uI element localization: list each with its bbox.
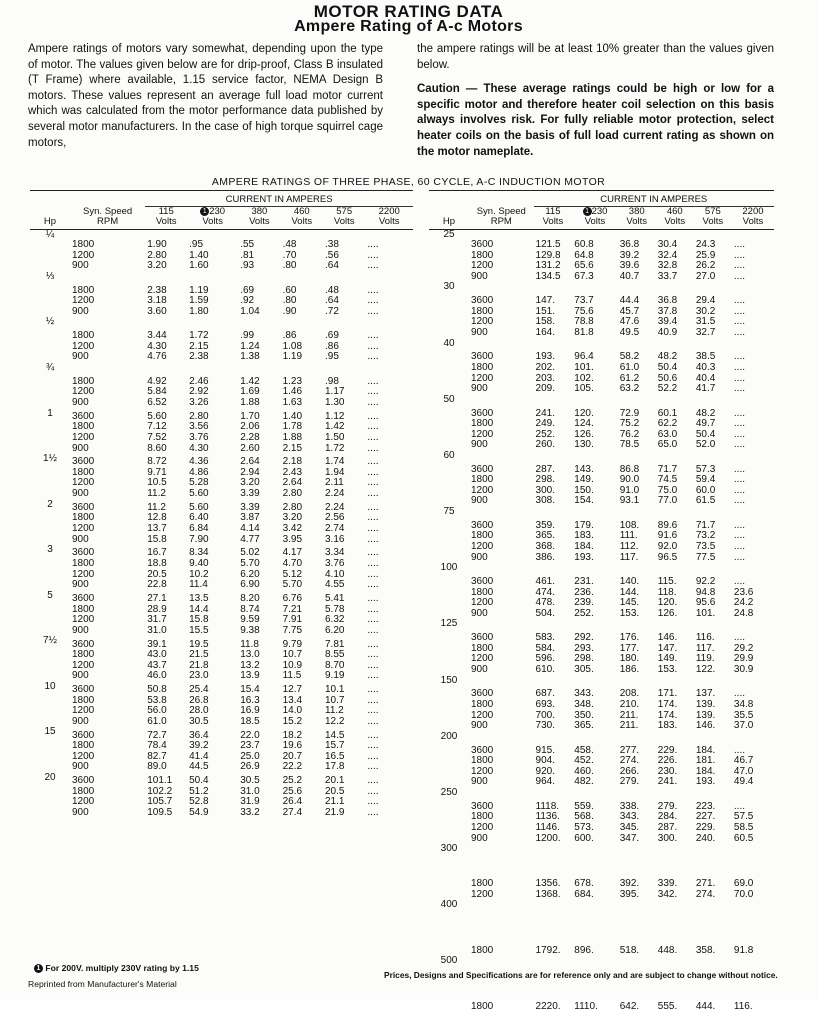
v460-cell: 9.79 10.7 10.9 11.5	[282, 638, 303, 682]
v2200-cell: 69.0 70.0	[733, 878, 754, 900]
v460-cell: 339. 342.	[657, 878, 678, 900]
v115-cell: 8.72 9.71 10.5 11.2	[147, 456, 167, 500]
hp-cell: 20	[44, 772, 56, 784]
v115-cell: 72.7 78.4 82.7 89.0	[147, 729, 167, 773]
table-row	[429, 395, 774, 451]
col-460: 460 Volts	[281, 207, 323, 230]
v460-cell: .48 .70 .80	[282, 239, 297, 272]
v115-cell: 16.7 18.8 20.5 22.8	[147, 547, 167, 591]
table-row	[429, 844, 774, 900]
col-230-label: 230 Volts	[202, 206, 226, 228]
hp-cell: 60	[443, 449, 455, 461]
speed-cell: 3600 1800 1200 900	[471, 239, 494, 282]
v230-cell: 1.19 1.59 1.80	[189, 284, 209, 317]
v460-cell: 30.4 32.4 32.8 33.7	[657, 239, 678, 282]
table-row	[30, 409, 413, 455]
v115-cell: 241. 249. 252. 260.	[535, 407, 555, 451]
table-row	[429, 732, 774, 788]
v2200-cell: .... .... .... ....	[367, 638, 379, 682]
v460-cell: 146. 147. 149. 153.	[657, 632, 678, 675]
v2200-cell: .... .... .... ....	[367, 410, 379, 454]
v380-cell: 140. 144. 145. 153.	[619, 576, 640, 619]
v380-cell: 1.70 2.06 2.28 2.60	[240, 410, 260, 454]
footnote	[34, 963, 199, 973]
speed-cell: 1800 1200	[471, 878, 494, 900]
ratings-body-right	[429, 230, 774, 1013]
v2200-cell: .... .... ....	[367, 239, 379, 272]
v2200-cell: .... .... .... ....	[733, 407, 746, 451]
v380-cell: 338. 343. 345. 347.	[619, 800, 640, 844]
v380-cell: 5.02 5.70 6.20 6.90	[240, 547, 260, 591]
v575-cell: 184. 181. 184. 193.	[695, 744, 716, 788]
speed-cell: 3600 1800 1200 900	[471, 800, 494, 844]
table-row	[429, 788, 774, 844]
v575-cell: .69 .86 .95	[325, 330, 339, 363]
v380-cell: 392. 395.	[619, 878, 640, 900]
v2200-cell: .... .... ....	[367, 375, 379, 408]
v2200-cell: .... .... .... ....	[367, 775, 379, 818]
v230-cell: 96.4 101. 102. 105.	[574, 351, 594, 395]
v460-cell: 12.7 13.4 14.0 15.2	[282, 684, 303, 727]
hp-cell: 15	[44, 726, 56, 738]
v380-cell: 642.	[619, 1001, 640, 1013]
v230-cell: .95 1.40 1.60	[189, 239, 209, 272]
v575-cell: 1.74 1.94 2.11 2.24	[325, 456, 345, 500]
v460-cell: 115. 118. 120. 126.	[657, 576, 678, 619]
v460-cell: 6.76 7.21 7.91 7.75	[282, 592, 303, 636]
v2200-cell: .... .... .... ....	[367, 684, 379, 727]
hp-cell: 7½	[43, 635, 57, 647]
hp-cell: 125	[440, 618, 458, 630]
v380-cell: 30.5 31.0 31.9 33.2	[240, 775, 260, 818]
speed-cell: 3600 1800 1200 900	[471, 295, 494, 338]
speed-cell: 3600 1800 1200 900	[72, 729, 95, 773]
col-speed: Syn. Speed RPM	[469, 191, 534, 230]
hp-cell: ½	[45, 316, 55, 328]
col-hp: Hp	[429, 191, 469, 230]
v575-cell: 116. 117. 119. 122.	[695, 632, 716, 675]
v460-cell: 448.	[657, 944, 678, 956]
table-row	[429, 900, 774, 956]
table-row	[429, 230, 774, 283]
table-row	[429, 956, 774, 1012]
page-subtitle: Ampere Rating of A-c Motors	[294, 18, 523, 35]
v460-cell: 555.	[657, 1001, 678, 1013]
v2200-cell: .... .... .... ....	[733, 463, 746, 507]
hp-cell: 30	[443, 281, 455, 293]
v115-cell: 50.8 53.8 56.0 61.0	[147, 684, 167, 727]
table-title: AMPERE RATINGS OF THREE PHASE, 60 CYCLE, A-C INDUCTION MOTOR	[211, 176, 606, 188]
page-title: MOTOR RATING DATA	[313, 2, 504, 21]
v460-cell: 18.2 19.6 20.7 22.2	[282, 729, 303, 773]
v115-cell: 2.38 3.18 3.60	[147, 284, 167, 317]
hp-cell: 150	[440, 674, 458, 686]
footnote-marker-icon: 1	[200, 207, 209, 216]
v460-cell: 4.17 4.70 5.12 5.70	[282, 547, 303, 591]
v230-cell: 343. 348. 350. 365.	[574, 688, 594, 732]
v115-cell: 101.1 102.2 105.7 109.5	[147, 775, 173, 818]
hp-cell: 25	[443, 229, 455, 241]
v460-cell: 25.2 25.6 26.4 27.4	[282, 775, 303, 818]
v460-cell: 36.8 37.8 39.4 40.9	[657, 295, 678, 338]
footnote-marker-icon: 1	[583, 207, 592, 216]
col-group-current: CURRENT IN AMPERES	[145, 191, 413, 207]
v460-cell: 89.6 91.6 92.0 96.5	[657, 519, 678, 563]
table-row	[30, 272, 413, 318]
hp-cell: 200	[440, 730, 458, 742]
col-575: 575 Volts	[323, 207, 365, 230]
v115-cell: 583. 584. 596. 610.	[535, 632, 555, 675]
v230-cell: 1.72 2.15 2.38	[189, 330, 209, 363]
speed-cell: 3600 1800 1200 900	[72, 638, 95, 682]
v380-cell: .69 .92 1.04	[240, 284, 260, 317]
v380-cell: 208. 210. 211. 211.	[619, 688, 640, 732]
v575-cell: 271. 274.	[695, 878, 716, 900]
speed-cell: 3600 1800 1200 900	[471, 688, 494, 732]
v380-cell: 3.39 3.87 4.14 4.77	[240, 501, 260, 545]
v380-cell: .55 .81 .93	[240, 239, 255, 272]
v115-cell: 5.60 7.12 7.52 8.60	[147, 410, 167, 454]
v575-cell: 1.12 1.42 1.50 1.72	[325, 410, 345, 454]
v460-cell: 2.18 2.43 2.64 2.80	[282, 456, 303, 500]
v230-cell: 458. 452. 460. 482.	[574, 744, 594, 788]
v115-cell: 2220.	[535, 1001, 561, 1013]
table-row	[30, 500, 413, 546]
v2200-cell: .... .... .... ....	[733, 295, 746, 338]
table-row	[30, 317, 413, 363]
v115-cell: 1792.	[535, 944, 561, 956]
v230-cell: 36.4 39.2 41.4 44.5	[189, 729, 209, 773]
hp-cell: 75	[443, 506, 455, 518]
col-575: 575 Volts	[694, 207, 732, 230]
v575-cell: 48.2 49.7 50.4 52.0	[695, 407, 716, 451]
v230-cell: 50.4 51.2 52.8 54.9	[189, 775, 209, 818]
col-230	[572, 207, 617, 230]
speed-cell: 3600 1800 1200 900	[72, 592, 95, 636]
v575-cell: 71.7 73.2 73.5 77.5	[695, 519, 716, 563]
v230-cell: 60.8 64.8 65.6 67.3	[574, 239, 594, 282]
hp-cell: 50	[443, 393, 455, 405]
reprint-note: Reprinted from Manufacturer's Material	[28, 979, 177, 989]
v380-cell: 36.8 39.2 39.6 40.7	[619, 239, 640, 282]
table-row	[30, 636, 413, 682]
v230-cell: 25.4 26.8 28.0 30.5	[189, 684, 209, 727]
speed-cell: 3600 1800 1200 900	[72, 684, 95, 727]
table-row	[429, 507, 774, 563]
ratings-body-left	[30, 230, 413, 819]
speed-cell: 3600 1800 1200 900	[471, 632, 494, 675]
v460-cell: 2.80 3.20 3.42 3.95	[282, 501, 303, 545]
v575-cell: 7.81 8.55 8.70 9.19	[325, 638, 345, 682]
v380-cell: 22.0 23.7 25.0 26.9	[240, 729, 260, 773]
speed-cell: 3600 1800 1200 900	[471, 351, 494, 395]
table-row	[30, 727, 413, 773]
hp-cell: 3	[47, 544, 53, 556]
v2200-cell: 91.8	[733, 944, 754, 956]
speed-cell: 3600 1800 1200 900	[471, 463, 494, 507]
v575-cell: 20.1 20.5 21.1 21.9	[325, 775, 345, 818]
v575-cell: 92.2 94.8 95.6 101.	[695, 576, 716, 619]
v460-cell: 1.40 1.78 1.88 2.15	[282, 410, 303, 454]
v230-cell: 5.60 6.40 6.84 7.90	[189, 501, 209, 545]
v115-cell: 687. 693. 700. 730.	[535, 688, 555, 732]
speed-cell: 1800	[471, 1001, 494, 1013]
v2200-cell: .... .... .... ....	[733, 519, 746, 563]
v230-cell: 8.34 9.40 10.2 11.4	[189, 547, 209, 591]
v2200-cell: .... 23.6 24.2 24.8	[733, 576, 754, 619]
v2200-cell: .... .... .... ....	[367, 501, 379, 545]
intro-right-text: the ampere ratings will be at least 10% greater than the values given below.	[417, 43, 774, 71]
table-row	[429, 563, 774, 619]
hp-cell: 2	[47, 498, 53, 510]
v2200-cell: .... 46.7 47.0 49.4	[733, 744, 754, 788]
caution-text: Caution — These average ratings could be high or low for a specific motor and therefore heater coil selection on this basis always involves risk. For fully reliable motor protection, select heater coils on the basis of full load current rating as shown on the motor nameplate.	[417, 83, 774, 158]
v460-cell: 279. 284. 287. 300.	[657, 800, 678, 844]
v230-cell: 292. 293. 298. 305.	[574, 632, 594, 675]
speed-cell: 1800	[471, 944, 494, 956]
table-row	[30, 682, 413, 728]
v2200-cell: .... .... ....	[367, 330, 379, 363]
v380-cell: 2.64 2.94 3.20 3.39	[240, 456, 260, 500]
v380-cell: 176. 177. 180. 186.	[619, 632, 640, 675]
v115-cell: 147. 151. 158. 164.	[535, 295, 555, 338]
v380-cell: 108. 111. 112. 117.	[619, 519, 640, 563]
speed-cell: 1800 1200 900	[72, 330, 95, 363]
table-row	[30, 454, 413, 500]
v230-cell: 896.	[574, 944, 594, 956]
col-115: 115 Volts	[145, 207, 187, 230]
v575-cell: .98 1.17 1.30	[325, 375, 345, 408]
hp-cell: ¼	[45, 229, 55, 241]
col-speed: Syn. Speed RPM	[70, 191, 145, 230]
v380-cell: 1.42 1.69 1.88	[240, 375, 260, 408]
v575-cell: .38 .56 .64	[325, 239, 339, 272]
v115-cell: 359. 365. 368. 386.	[535, 519, 555, 563]
speed-cell: 3600 1800 1200 900	[471, 519, 494, 563]
v460-cell: 1.23 1.46 1.63	[282, 375, 303, 408]
table-row	[429, 451, 774, 507]
v575-cell: 223. 227. 229. 240.	[695, 800, 716, 844]
v460-cell: 71.7 74.5 75.0 77.0	[657, 463, 678, 507]
v575-cell: 358.	[695, 944, 716, 956]
speed-cell: 1800 1200 900	[72, 284, 95, 317]
speed-cell: 3600 1800 1200 900	[471, 744, 494, 788]
table-row	[30, 545, 413, 591]
table-row	[429, 339, 774, 395]
v380-cell: 86.8 90.0 91.0 93.1	[619, 463, 640, 507]
footnote-marker-icon: 1	[34, 964, 43, 973]
speed-cell: 3600 1800 1200 900	[72, 775, 95, 818]
speed-cell: 1800 1200 900	[72, 375, 95, 408]
table-row	[30, 363, 413, 409]
v380-cell: 72.9 75.2 76.2 78.5	[619, 407, 640, 451]
table-row	[30, 230, 413, 272]
hp-cell: 100	[440, 562, 458, 574]
v2200-cell: .... .... ....	[367, 284, 379, 317]
v115-cell: 461. 474. 478. 504.	[535, 576, 555, 619]
speed-cell: 3600 1800 1200 900	[471, 576, 494, 619]
v380-cell: 15.4 16.3 16.9 18.5	[240, 684, 260, 727]
hp-cell: 400	[440, 899, 458, 911]
col-460: 460 Volts	[656, 207, 694, 230]
hp-cell: 500	[440, 955, 458, 967]
v230-cell: 2.46 2.92 3.26	[189, 375, 209, 408]
v230-cell: 678. 684.	[574, 878, 594, 900]
v115-cell: 915. 904. 920. 964.	[535, 744, 555, 788]
intro-right-column	[417, 42, 774, 160]
hp-cell: 40	[443, 337, 455, 349]
col-2200: 2200 Volts	[732, 207, 774, 230]
hp-cell: ¾	[45, 361, 55, 373]
v380-cell: 58.2 61.0 61.2 63.2	[619, 351, 640, 395]
hp-cell: 10	[44, 680, 56, 692]
speed-cell: 3600 1800 1200 900	[471, 407, 494, 451]
v460-cell: 48.2 50.4 50.6 52.2	[657, 351, 678, 395]
v230-cell: 73.7 75.6 78.8 81.8	[574, 295, 594, 338]
v230-cell: 19.5 21.5 21.8 23.0	[189, 638, 209, 682]
hp-cell: 250	[440, 786, 458, 798]
v230-cell: 231. 236. 239. 252.	[574, 576, 594, 619]
v460-cell: 229. 226. 230. 241.	[657, 744, 678, 788]
v230-cell: 179. 183. 184. 193.	[574, 519, 594, 563]
v460-cell: 60.1 62.2 63.0 65.0	[657, 407, 678, 451]
intro-left-text: Ampere ratings of motors vary somewhat, depending upon the type of motor. The values given below are for drip-proof, Class B insulated (T Frame) where available, 1.15 service factor, NEMA Design B motors. These values represent an average full load motor current which was calculated from the motor performance data published by several motor manufacturers. In the case of high torque squirrel cage motors,	[28, 43, 383, 149]
ratings-table-left	[30, 190, 413, 819]
v2200-cell: .... .... .... ....	[733, 239, 746, 282]
v380-cell: 11.8 13.0 13.2 13.9	[240, 638, 260, 682]
v115-cell: 1118. 1136. 1146. 1200.	[535, 800, 561, 844]
v575-cell: 57.3 59.4 60.0 61.5	[695, 463, 716, 507]
v2200-cell: .... .... .... ....	[367, 729, 379, 773]
v115-cell: 3.44 4.30 4.76	[147, 330, 167, 363]
hp-cell: 1	[47, 407, 53, 419]
v115-cell: 1.90 2.80 3.20	[147, 239, 167, 272]
col-group-current: CURRENT IN AMPERES	[534, 191, 774, 207]
v575-cell: 24.3 25.9 26.2 27.0	[695, 239, 716, 282]
v230-cell: 120. 124. 126. 130.	[574, 407, 594, 451]
col-115: 115 Volts	[534, 207, 573, 230]
col-hp: Hp	[30, 191, 70, 230]
v380-cell: 277. 274. 266. 279.	[619, 744, 640, 788]
v2200-cell: .... 34.8 35.5 37.0	[733, 688, 754, 732]
hp-cell: 1½	[43, 453, 57, 465]
v2200-cell: 116.	[733, 1001, 753, 1013]
v380-cell: 44.4 45.7 47.6 49.5	[619, 295, 640, 338]
table-header-row	[30, 191, 413, 207]
col-2200: 2200 Volts	[365, 207, 413, 230]
v2200-cell: .... 57.5 58.5 60.5	[733, 800, 754, 844]
col-230-label: 230 Volts	[584, 206, 608, 228]
col-230	[187, 207, 238, 230]
table-row	[429, 676, 774, 732]
v115-cell: 1356. 1368.	[535, 878, 561, 900]
speed-cell: 3600 1800 1200 900	[72, 547, 95, 591]
speed-cell: 3600 1800 1200 900	[72, 501, 95, 545]
v230-cell: 1110.	[574, 1001, 598, 1013]
v380-cell: 518.	[619, 944, 640, 956]
v230-cell: 13.5 14.4 15.8 15.5	[189, 592, 209, 636]
v460-cell: .60 .80 .90	[282, 284, 297, 317]
v115-cell: 27.1 28.9 31.7 31.0	[147, 592, 167, 636]
speed-cell: 3600 1800 1200 900	[72, 456, 95, 500]
v115-cell: 39.1 43.0 43.7 46.0	[147, 638, 167, 682]
v115-cell: 193. 202. 203. 209.	[535, 351, 555, 395]
v115-cell: 4.92 5.84 6.52	[147, 375, 167, 408]
v575-cell: .48 .64 .72	[325, 284, 339, 317]
v460-cell: 171. 174. 174. 183.	[657, 688, 678, 732]
table-row	[30, 591, 413, 637]
v380-cell: 8.20 8.74 9.59 9.38	[240, 592, 260, 636]
v575-cell: 2.24 2.56 2.74 3.16	[325, 501, 345, 545]
col-380: 380 Volts	[238, 207, 280, 230]
table-row	[30, 773, 413, 819]
v2200-cell: .... .... .... ....	[367, 456, 379, 500]
table-row	[429, 282, 774, 338]
ratings-table-right	[429, 190, 774, 1013]
v575-cell: 5.41 5.78 6.32 6.20	[325, 592, 345, 636]
v575-cell: 38.5 40.3 40.4 41.7	[695, 351, 716, 395]
v115-cell: 11.2 12.8 13.7 15.8	[147, 501, 167, 545]
prices-disclaimer: Prices, Designs and Specifications are for reference only and are subject to change without notice.	[384, 970, 778, 980]
v2200-cell: .... 29.2 29.9 30.9	[733, 632, 754, 675]
hp-cell: 5	[47, 589, 53, 601]
v2200-cell: .... .... .... ....	[367, 592, 379, 636]
v460-cell: .86 1.08 1.19	[282, 330, 303, 363]
v380-cell: .99 1.24 1.38	[240, 330, 260, 363]
v115-cell: 287. 298. 300. 308.	[535, 463, 555, 507]
v115-cell: 121.5 129.8 131.2 134.5	[535, 239, 561, 282]
v575-cell: 29.4 30.2 31.5 32.7	[695, 295, 716, 338]
v230-cell: 143. 149. 150. 154.	[574, 463, 594, 507]
v575-cell: 14.5 15.7 16.5 17.8	[325, 729, 345, 773]
v2200-cell: .... .... .... ....	[367, 547, 379, 591]
table-row	[429, 619, 774, 675]
intro-left-paragraph	[28, 42, 383, 151]
table-header-row	[429, 191, 774, 207]
v2200-cell: .... .... .... ....	[733, 351, 746, 395]
speed-cell: 3600 1800 1200 900	[72, 410, 95, 454]
speed-cell: 1800 1200 900	[72, 239, 95, 272]
footnote-text: For 200V. multiply 230V rating by 1.15	[45, 963, 199, 973]
col-380: 380 Volts	[618, 207, 656, 230]
v575-cell: 137. 139. 139. 146.	[695, 688, 716, 732]
v230-cell: 2.80 3.56 3.76 4.30	[189, 410, 209, 454]
hp-cell: 300	[440, 843, 458, 855]
v230-cell: 559. 568. 573. 600.	[574, 800, 594, 844]
v575-cell: 3.34 3.76 4.10 4.55	[325, 547, 345, 591]
v575-cell: 10.1 10.7 11.2 12.2	[325, 684, 345, 727]
v575-cell: 444.	[695, 1001, 716, 1013]
v230-cell: 4.36 4.86 5.28 5.60	[189, 456, 209, 500]
hp-cell: ⅓	[45, 270, 55, 282]
